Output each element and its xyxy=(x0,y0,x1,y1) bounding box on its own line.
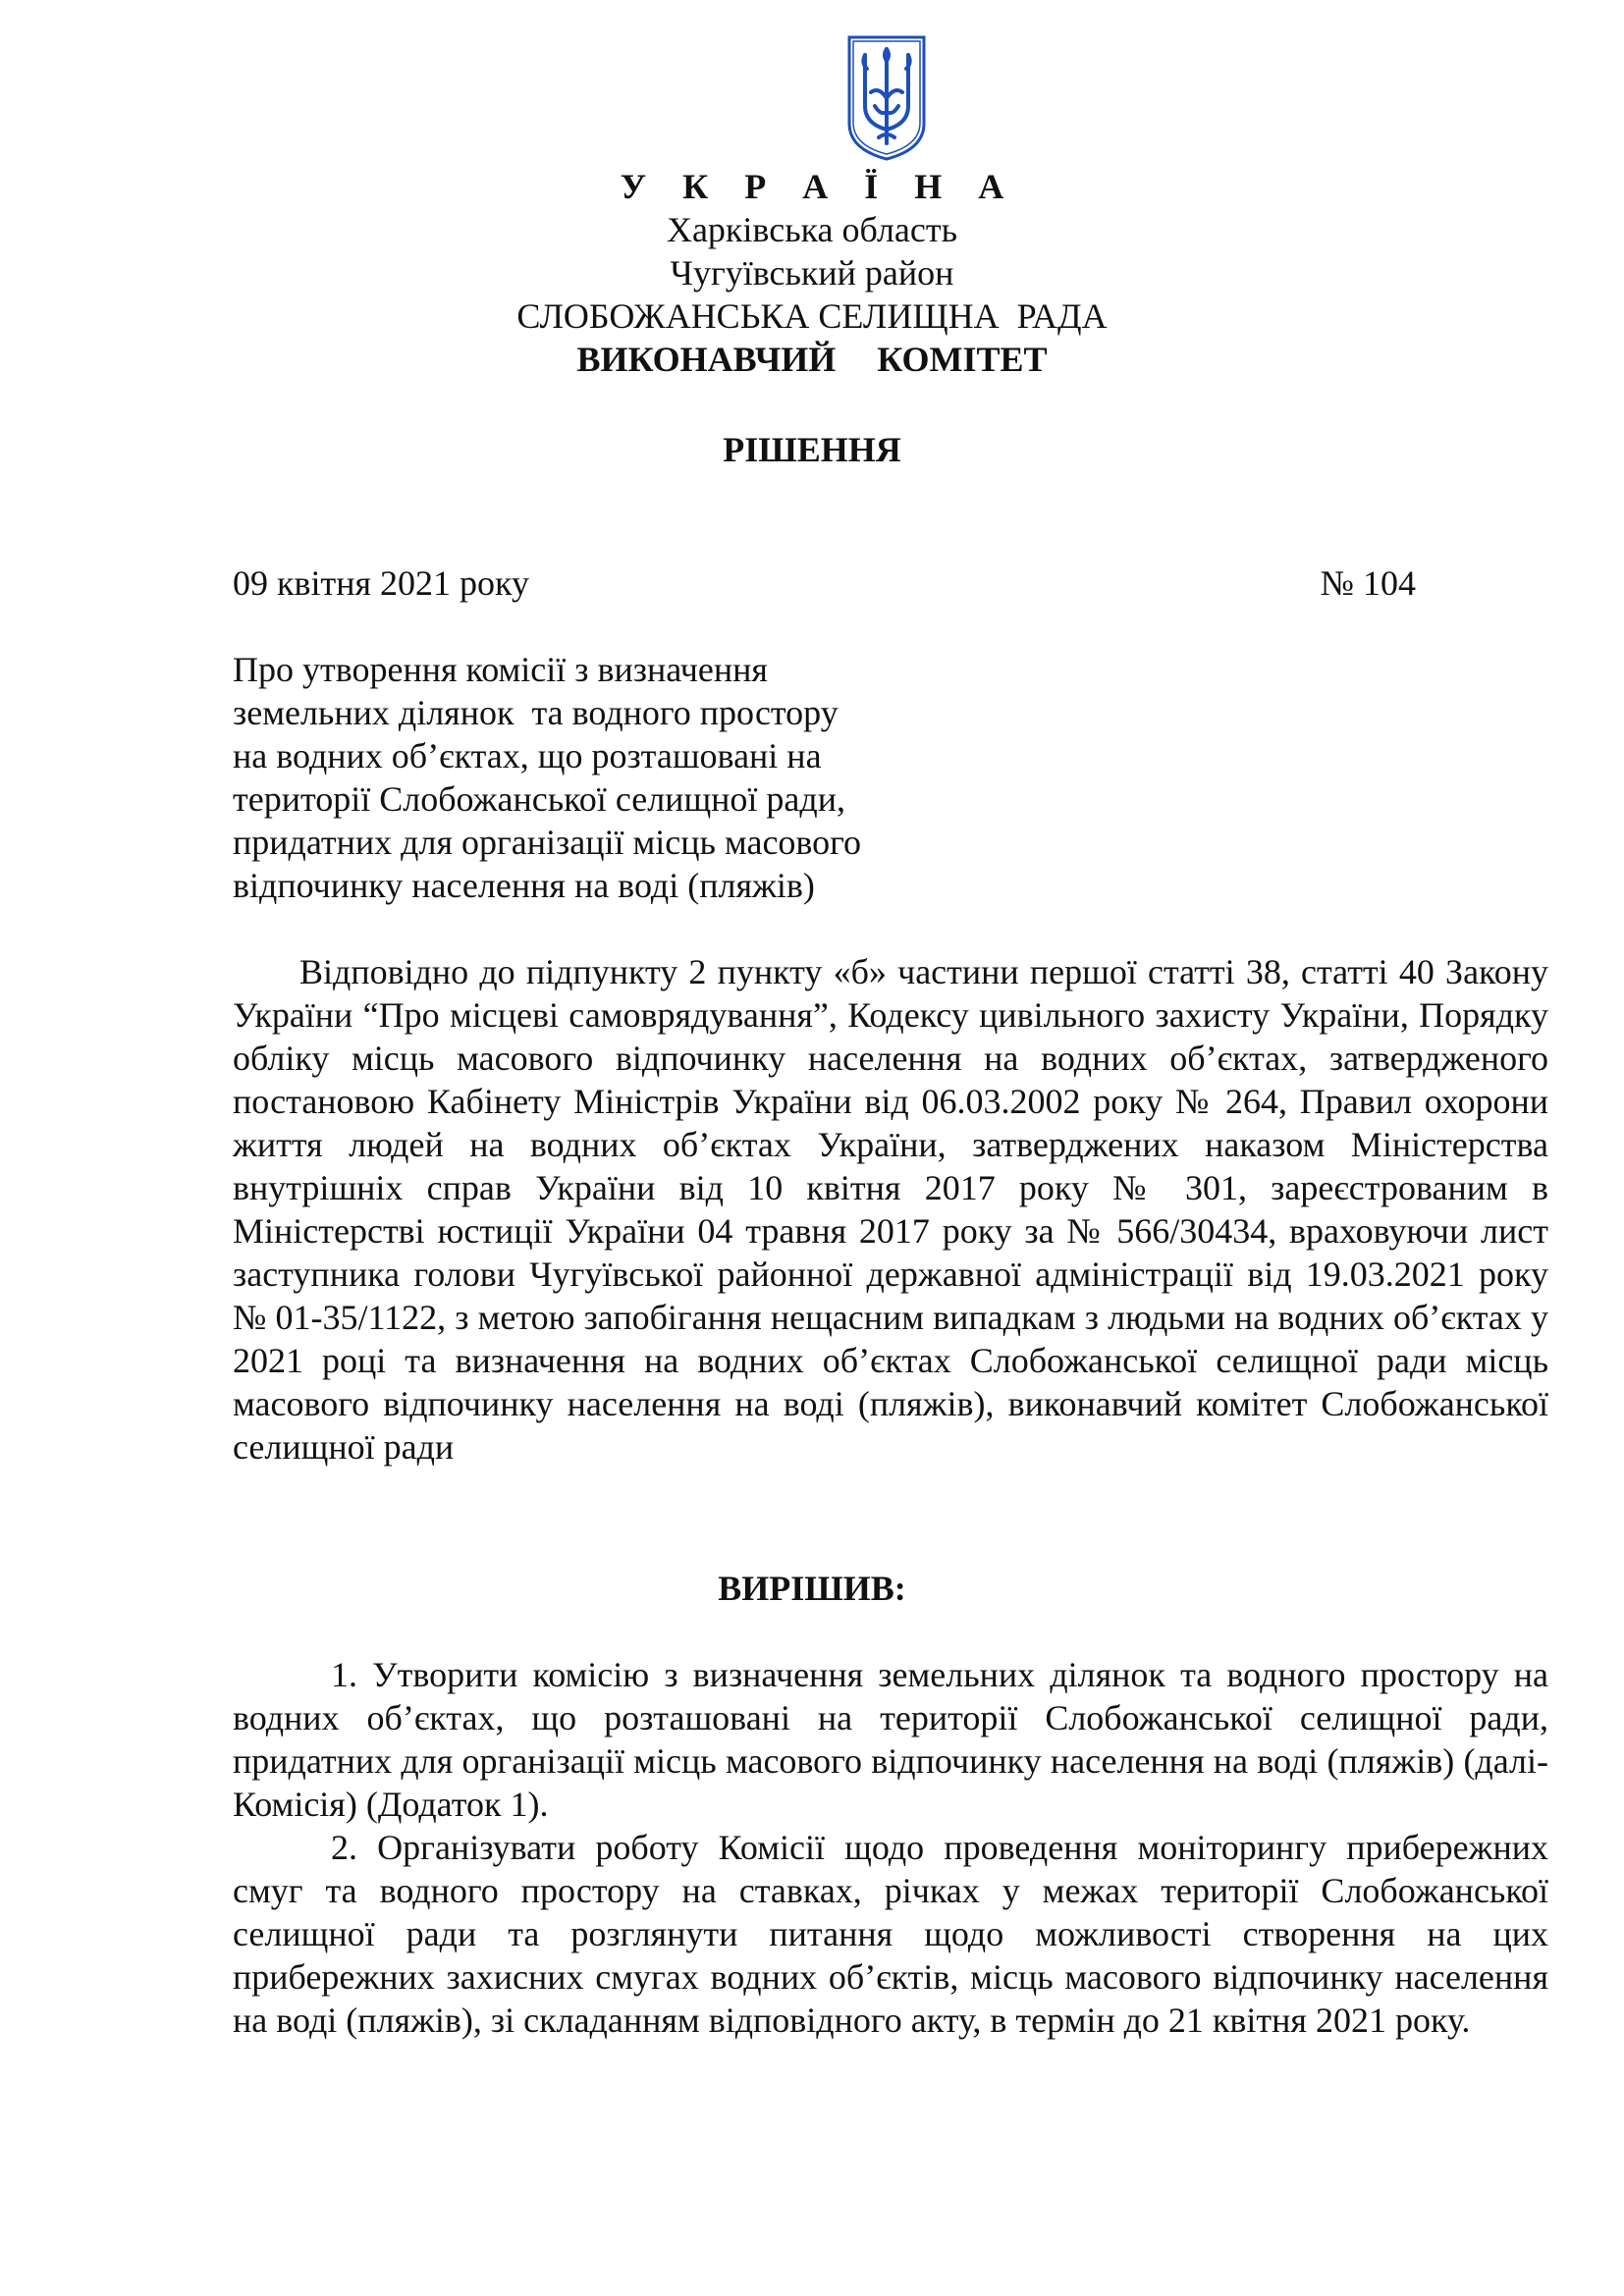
preamble-paragraph: Відповідно до підпункту 2 пункту «б» частини першої статті 38, статті 40 Закону України “Про місцеві самоврядування”, Кодексу цивільного захисту України, Порядку обліку місць масового відпочинку населення на водних об’єктах, затвердженого постановою Кабінету Міністрів України від 06.03.2002 року № 264, Правил охорони життя людей на водних об’єктах України, затверджених наказом Міністерства внутрішніх справ України від 10 квітня 2017 року № 301, зареєстрованим в Міністерстві юстиції України 04 травня 2017 року за № 566/30434, враховуючи лист заступника голови Чугуївської районної державної адміністрації від 19.03.2021 року № 01-35/1122, з метою запобігання нещасним випадкам з людьми на водних об’єктах у 2021 році та визначення на водних об’єктах Слобожанської селищної ради місць масового відпочинку населення на воді (пляжів), виконавчий комітет Слобожанської селищної ради xyxy=(233,952,1548,1467)
oblast-name: Харківська область xyxy=(666,210,958,249)
subject-line: території Слобожанської селищної ради, xyxy=(233,779,845,819)
council-name: СЛОБОЖАНСЬКА СЕЛИЩНА РАДА xyxy=(516,296,1108,336)
subject-line: відпочинку населення на воді (пляжів) xyxy=(233,866,815,905)
rayon-name: Чугуївський район xyxy=(670,253,954,293)
decision-item-1: 1. Утворити комісію з визначення земельних ділянок та водного простору на водних об’єктах, що розташовані на території Слобожанської селищної ради, придатних для організації місць масового відпочинку населення на воді (пляжів) (далі-Комісія) (Додаток 1). xyxy=(233,1655,1548,1824)
decision-date: 09 квітня 2021 року xyxy=(233,563,530,603)
trident-coat-of-arms-icon xyxy=(845,33,928,163)
decision-number: № 104 xyxy=(1320,563,1416,603)
country-name: У К Р А Ї Н А xyxy=(620,167,1018,206)
subject-line: на водних об’єктах, що розташовані на xyxy=(233,736,822,775)
committee-name: ВИКОНАВЧИЙ КОМІТЕТ xyxy=(576,340,1048,379)
subject-line: придатних для організації місць масового xyxy=(233,823,862,862)
decision-item-2: 2. Організувати роботу Комісії щодо проведення моніторингу прибережних смуг та водного простору на ставках, річках у межах території Слобожанської селищної ради та розглянути питання щодо можливості створення на цих прибережних захисних смугах водних об’єктів, місць масового відпочинку населення на воді (пляжів), зі складанням відповідного акту, в термін до 21 квітня 2021 року. xyxy=(233,1828,1548,2040)
subject-line: Про утворення комісії з визначення xyxy=(233,650,768,689)
subject-line: земельних ділянок та водного простору xyxy=(233,693,839,732)
document-type-heading: РІШЕННЯ xyxy=(723,430,901,469)
decided-heading: ВИРІШИВ: xyxy=(718,1569,906,1608)
decision-subject xyxy=(233,648,861,907)
